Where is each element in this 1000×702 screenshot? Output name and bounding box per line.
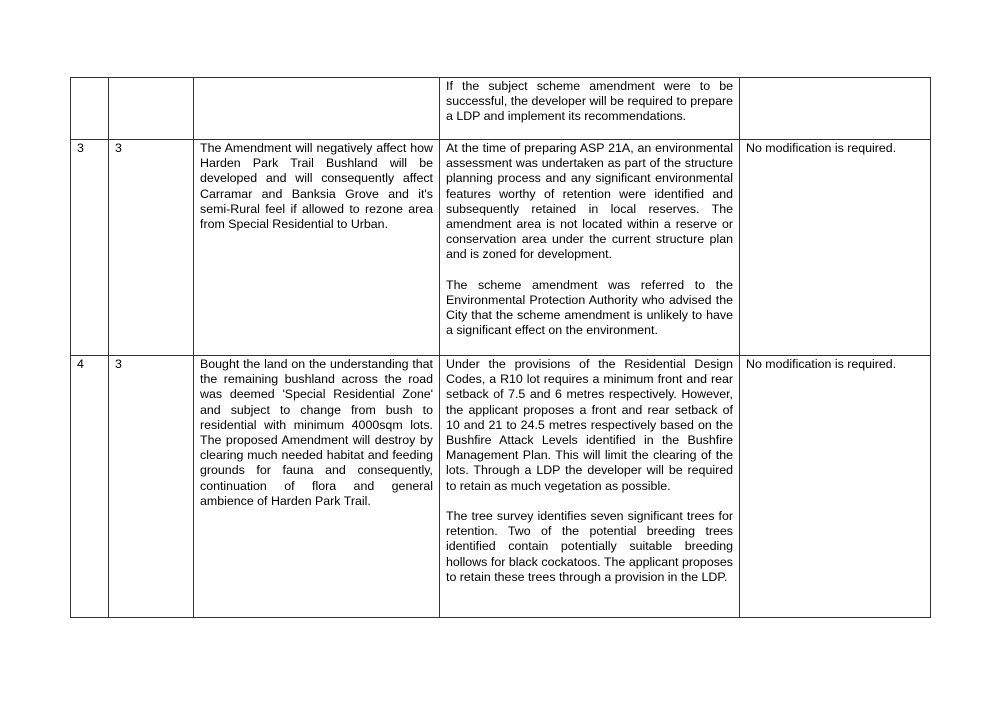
cell-submission-summary: Bought the land on the understanding that the remaining bushland across the road was deemed 'Special Residential Zone' and subject to change from bush to residential with minimum 4000sqm lots. The proposed Amendment will destroy by clearing much needed habitat and feeding grounds for fauna and consequently, continuation of flora and general ambience of Harden Park Trail.: [194, 356, 440, 618]
cell-comment: [440, 356, 740, 618]
table-row: [71, 140, 931, 356]
cell-number: 4: [71, 356, 109, 618]
comment-paragraph: The tree survey identifies seven significant trees for retention. Two of the potential breeding trees identified contain potentially suitable breeding hollows for black cockatoos. The applicant proposes to retain these trees through a provision in the LDP.: [446, 509, 733, 584]
cell-submission-count: [109, 78, 194, 140]
cell-number: [71, 78, 109, 140]
comment-paragraph: Under the provisions of the Residential Design Codes, a R10 lot requires a minimum front and rear setback of 7.5 and 6 metres respectively. However, the applicant proposes a front and rear setback of 10 and 21 to 24.5 metres respectively based on the Bushfire Attack Levels identified in the Bushfire Management Plan. This will limit the clearing of the lots. Through a LDP the developer will be required to retain as much vegetation as possible.: [446, 357, 733, 493]
submissions-table: [70, 77, 931, 618]
cell-comment: [440, 78, 740, 140]
cell-submission-summary: The Amendment will negatively affect how Harden Park Trail Bushland will be developed and will consequently affect Carramar and Banksia Grove and it's semi-Rural feel if allowed to rezone area from Special Residential to Urban.: [194, 140, 440, 356]
table-row: [71, 78, 931, 140]
cell-comment: [440, 140, 740, 356]
table-row: [71, 356, 931, 618]
cell-recommendation: No modification is required.: [740, 140, 931, 356]
cell-submission-count: 3: [109, 140, 194, 356]
comment-paragraph: If the subject scheme amendment were to be successful, the developer will be required to prepare a LDP and implement its recommendations.: [446, 79, 733, 124]
comment-paragraph: At the time of preparing ASP 21A, an environmental assessment was undertaken as part of the structure planning process and any significant environmental features worthy of retention were identified and subsequently retained in local reserves. The amendment area is not located within a reserve or conservation area under the current structure plan and is zoned for development.: [446, 141, 733, 262]
comment-paragraph: The scheme amendment was referred to the Environmental Protection Authority who advised the City that the scheme amendment is unlikely to have a significant effect on the environment.: [446, 277, 733, 338]
cell-recommendation: [740, 78, 931, 140]
cell-recommendation: No modification is required.: [740, 356, 931, 618]
cell-submission-summary: [194, 78, 440, 140]
cell-number: 3: [71, 140, 109, 356]
cell-submission-count: 3: [109, 356, 194, 618]
